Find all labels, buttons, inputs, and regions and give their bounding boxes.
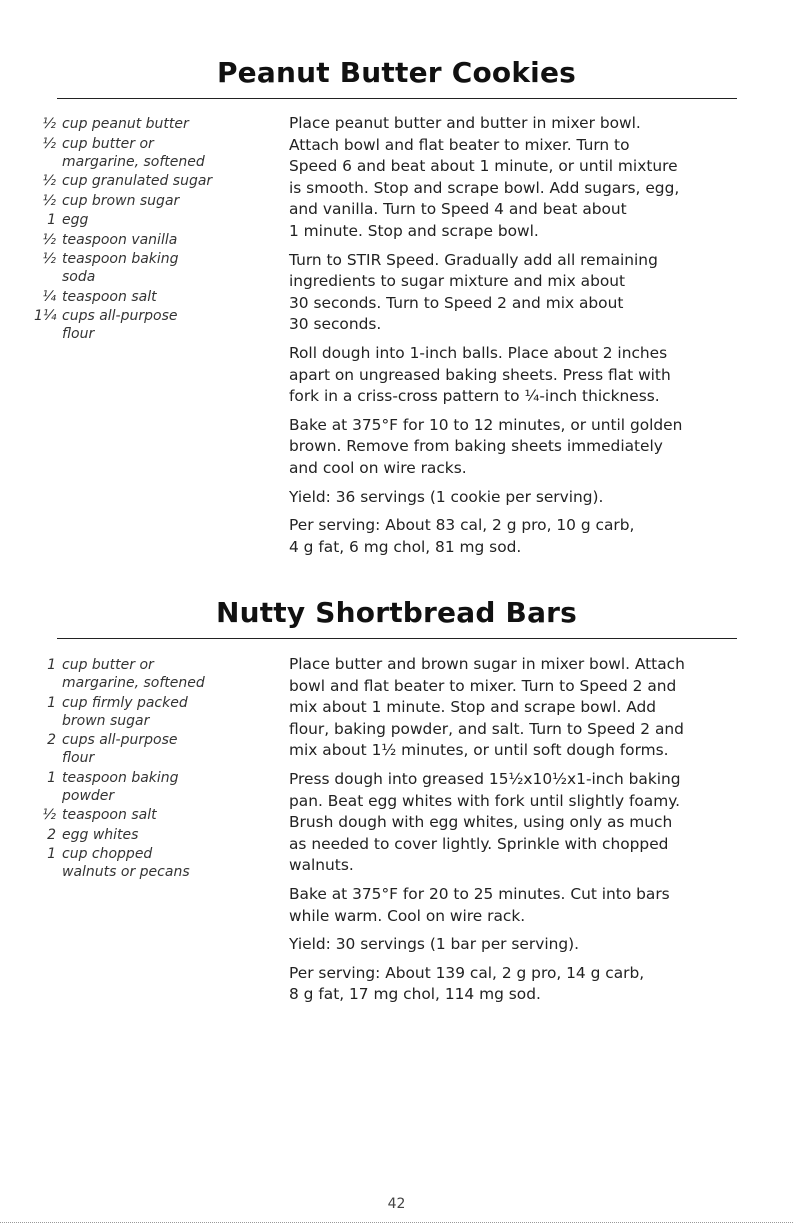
ingredient-quantity: 1 [47,694,56,711]
ingredient-text: egg [62,212,89,228]
ingredient-text: egg whites [62,826,139,843]
yield-text: Yield: 36 servings (1 cookie per serving). [289,487,604,506]
ingredient-text: cup brown sugar [62,192,180,209]
ingredient-item [34,656,279,692]
direction-paragraph: Place butter and brown sugar in mixer bowl. Attach bowl and flat beater to mixer. Turn to Speed 2 and mix about 1 minute. Stop and scrape bowl. Add flour, baking powder, and salt. Turn to Speed 2 and mix about 1½ minutes, or until soft dough forms. [289,655,685,760]
direction-paragraph: Bake at 375°F for 10 to 12 minutes, or until golden brown. Remove from baking sheets immediately and cool on wire racks. [289,415,683,477]
ingredient-quantity: 1 [47,846,56,862]
ingredient-item [34,806,279,824]
direction-paragraph: Place peanut butter and butter in mixer bowl. Attach bowl and flat beater to mixer. Turn to Speed 6 and beat about 1 minute, or until mixture is smooth. Stop and scrape bowl. Add sugars, egg, and vanilla. Turn to Speed 4 and beat about 1 minute. Stop and scrape bowl. [289,114,680,240]
ingredient-item [34,211,279,229]
recipe-title: Peanut Butter Cookies [216,56,577,89]
direction-paragraph: Turn to STIR Speed. Gradually add all remaining ingredients to sugar mixture and mix about 30 seconds. Turn to Speed 2 and mix about 30 seconds. [289,250,658,334]
ingredient-quantity: ½ [42,173,56,189]
ingredient-item [34,826,279,844]
page-bottom-edge [0,1222,793,1223]
title-divider [57,638,737,639]
ingredient-item [34,769,279,805]
ingredient-text: cup granulated sugar [62,173,213,189]
ingredient-text: teaspoon vanilla [62,231,178,248]
ingredient-text: cup firmly packed brown sugar [62,694,188,729]
ingredient-quantity: ½ [42,116,56,132]
ingredient-quantity: ½ [42,251,56,267]
ingredient-quantity: ½ [42,192,56,209]
ingredient-text: teaspoon baking soda [62,251,179,285]
ingredient-text: cups all-purpose flour [62,732,178,766]
ingredient-text: cup butter or margarine, softened [62,657,205,691]
recipe-title: Nutty Shortbread Bars [215,596,578,629]
direction-paragraph: Press dough into greased 15½x10½x1-inch baking pan. Beat egg whites with fork until slightly foamy. Brush dough with egg whites, using only as much as needed to cover lightly. Sprinkle with chopped walnuts. [289,769,681,875]
nutrition-text: Per serving: About 83 cal, 2 g pro, 10 g carb, 4 g fat, 6 mg chol, 81 mg sod. [289,516,635,556]
ingredient-text: teaspoon salt [62,288,157,305]
ingredient-quantity: 1 [47,657,56,673]
ingredient-item [34,250,279,286]
ingredient-item [34,135,279,171]
ingredient-item [34,172,279,190]
ingredient-item [34,115,279,133]
ingredient-quantity: 1 [47,212,56,228]
ingredient-item [34,845,279,881]
recipe-directions [289,654,739,1013]
direction-paragraph: Roll dough into 1-inch balls. Place about 2 inches apart on ungreased baking sheets. Press flat with fork in a criss-cross pattern to ¼-inch thickness. [289,343,671,406]
ingredient-item [34,192,279,210]
ingredient-quantity: 1 [47,769,56,786]
ingredient-quantity: ½ [42,135,56,152]
ingredient-item [34,231,279,249]
ingredient-text: cup peanut butter [62,116,189,132]
ingredient-quantity: 2 [47,732,56,748]
ingredient-text: cup chopped walnuts or pecans [62,846,190,880]
nutrition-text: Per serving: About 139 cal, 2 g pro, 14 g carb, 8 g fat, 17 mg chol, 114 mg sod. [289,963,645,1004]
ingredient-item [34,307,279,343]
direction-paragraph: Bake at 375°F for 20 to 25 minutes. Cut into bars while warm. Cool on wire rack. [289,884,670,925]
ingredient-quantity: ½ [42,807,56,823]
ingredient-quantity: ½ [42,231,56,248]
ingredient-item [34,694,279,730]
ingredient-list [34,656,279,883]
ingredient-text: cup butter or margarine, softened [62,135,205,170]
ingredient-quantity: ¼ [42,288,56,305]
ingredient-list [34,115,279,345]
ingredient-quantity: 1¼ [34,308,57,324]
ingredient-quantity: 2 [47,826,56,843]
ingredient-text: teaspoon baking powder [62,769,179,804]
ingredient-item [34,731,279,767]
recipe-directions [289,113,739,565]
yield-text: Yield: 30 servings (1 bar per serving). [289,935,580,954]
ingredient-item [34,288,279,306]
title-divider [57,98,737,99]
ingredient-text: teaspoon salt [62,807,157,823]
page-number: 42 [387,1196,406,1212]
ingredient-text: cups all-purpose flour [62,308,178,342]
